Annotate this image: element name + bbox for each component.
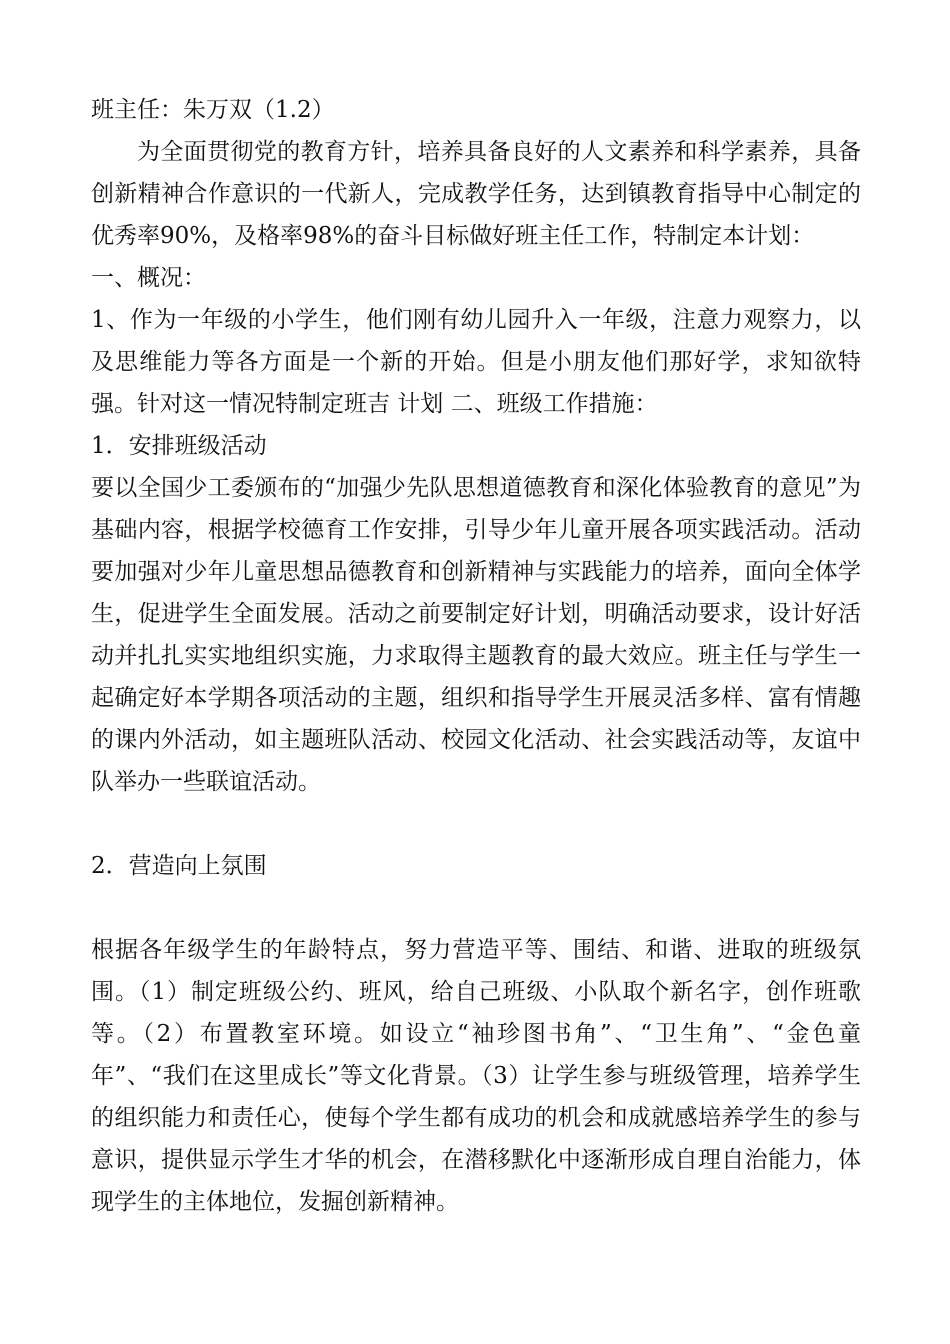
measure1-body: 要以全国少工委颁布的“加强少先队思想道德教育和深化体验教育的意见”为基础内容，根据学校德育工作安排，引导少年儿童开展各项实践活动。活动要加强对少年儿童思想品德教育和创新精神与实践能力的培养，面向全体学生，促进学生全面发展。活动之前要制定好计划，明确活动要求，设计好活动并扎扎实实地组织实施，力求取得主题教育的最大效应。班主任与学生一起确定好本学期各项活动的主题，组织和指导学生开展灵活多样、富有情趣的课内外活动，如主题班队活动、校园文化活动、社会实践活动等，友谊中队举办一些联谊活动。 [91,475,861,795]
document-body [91,89,861,1223]
measure1-heading: 1．安排班级活动 [91,433,267,459]
measure2-body: 根据各年级学生的年龄特点，努力营造平等、围结、和谐、进取的班级氛围。（1）制定班级公约、班风，给自己班级、小队取个新名字，创作班歌等。（2）布置教室环境。如设立“袖珍图书角”、“卫生角”、“金色童年”、“我们在这里成长”等文化背景。（3）让学生参与班级管理，培养学生的组织能力和责任心，使每个学生都有成功的机会和成就感培养学生的参与意识，提供显示学生才华的机会，在潜移默化中逐渐形成自理自治能力，体现学生的主体地位，发掘创新精神。 [91,937,861,1215]
intro-paragraph: 为全面贯彻党的教育方针，培养具备良好的人文素养和科学素养，具备创新精神合作意识的一代新人，完成教学任务，达到镇教育指导中心制定的优秀率90%，及格率98%的奋斗目标做好班主任工作，特制定本计划： [91,139,861,249]
teacher-line: 班主任：朱万双（1.2） [91,97,335,123]
measure2-heading: 2．营造向上氛围 [91,853,267,879]
section1-heading: 一、概况： [91,265,206,291]
section1-item1: 1、作为一年级的小学生，他们刚有幼儿园升入一年级，注意力观察力，以及思维能力等各方面是一个新的开始。但是小朋友他们那好学，求知欲特强。针对这一情况特制定班吉 计划 二、班级工作措施： [91,307,861,417]
